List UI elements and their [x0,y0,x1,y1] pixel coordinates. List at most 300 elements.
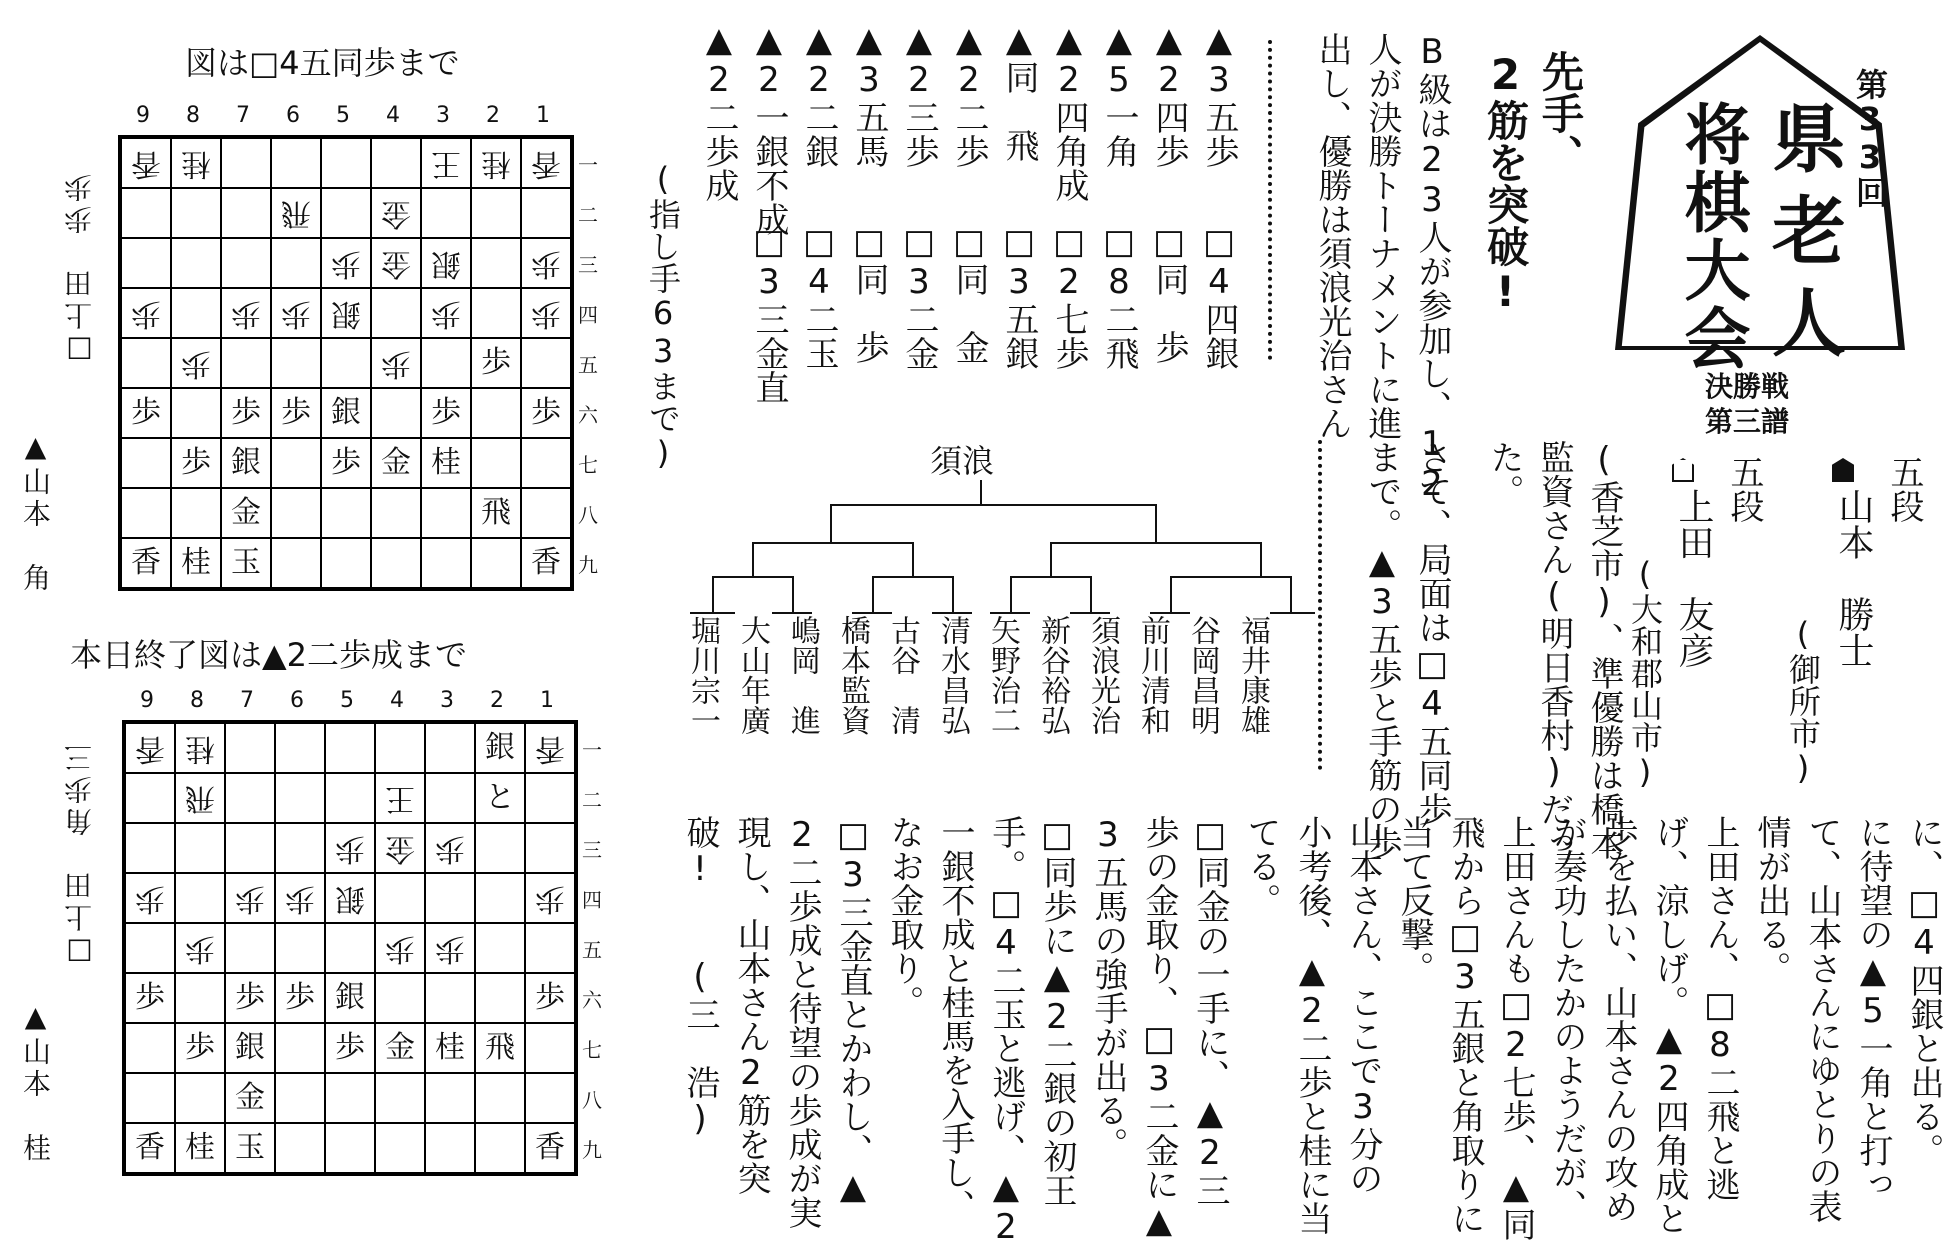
board-square [521,138,571,188]
row-number: 九 [578,552,598,577]
sente-piece: 金 [381,445,411,480]
column-number: 9 [136,103,150,128]
gote-piece: 歩 [531,296,561,331]
gote-piece: 金 [381,196,411,231]
sente-piece: 飛 [481,495,511,530]
board-square [371,388,421,438]
article-bottom-line: 歩の金取り、□3二金に▲ [1139,815,1179,1241]
sente-move: ▲3五歩 [1199,20,1239,168]
row-number: 三 [578,252,598,277]
gote-piece: 銀 [431,246,461,281]
board-square [125,823,175,873]
board-square [125,1023,175,1073]
board-square [121,538,171,588]
board-square [271,238,321,288]
board-square [321,388,371,438]
article-bottom-line: 手。□4二玉と逃げ、▲2 [986,815,1026,1247]
board-square [321,238,371,288]
sente-piece: 歩 [285,980,315,1015]
board-square [375,973,425,1023]
board-square [275,1023,325,1073]
gote-piece: 金 [385,831,415,866]
gote-city: (大和郡山市) [1626,555,1664,791]
board-square [271,188,321,238]
article-mid-line-4: さて、局面は□4五同歩 [1412,440,1452,826]
sente-piece: 銀 [331,395,361,430]
article-bottom-line: が奏功したかのようだが、 [1547,815,1587,1223]
board-square [525,873,575,923]
board-square [371,138,421,188]
board-square [375,1023,425,1073]
article-bottom-line: 小考後、▲2二歩と桂に当 [1292,815,1332,1235]
board-square [325,1123,375,1173]
sente-piece: と [485,780,515,815]
board-square [171,538,221,588]
board-square [425,773,475,823]
moves-note: (指し手63まで) [644,160,682,472]
board-square [421,188,471,238]
sente-move: ▲2四角成 [1049,20,1089,202]
board-square [325,973,375,1023]
bracket-player-name: 前川清和 [1135,615,1170,735]
board-square [125,773,175,823]
gote-mark-icon [1672,458,1694,482]
gote-piece: 歩 [285,881,315,916]
sente-mark-icon [1832,458,1854,482]
gote-piece: 金 [381,246,411,281]
board-square [271,488,321,538]
board-square [275,873,325,923]
sente-piece: 歩 [185,1030,215,1065]
article-bottom-line: に、□4四銀と出る。 [1904,815,1944,1167]
board-square [425,923,475,973]
board-square [471,438,521,488]
article-bottom-line: に待望の▲5一角と打っ [1853,815,1893,1201]
row-number: 七 [582,1037,602,1062]
gote-piece: 香 [135,731,165,766]
board2-gote-hand: □上田 角歩三 [63,740,96,969]
board-square [521,538,571,588]
bracket-player-name: 堀川宗一 [685,615,720,735]
board-square [475,873,525,923]
board-square [425,973,475,1023]
gote-piece: 歩 [185,931,215,966]
board-square [321,288,371,338]
board-square [171,438,221,488]
board-square [471,388,521,438]
row-number: 三 [582,837,602,862]
sente-piece: 歩 [481,345,511,380]
board-square [225,1023,275,1073]
gote-piece: 歩 [531,246,561,281]
board-square [271,388,321,438]
board-square [371,238,421,288]
row-number: 七 [578,452,598,477]
board-square [125,923,175,973]
gote-move: □同 金 [949,222,989,364]
board-square [471,288,521,338]
board1-column-numbers [118,103,568,128]
board-square [325,873,375,923]
sente-piece: 金 [385,1030,415,1065]
sente-piece: 金 [231,495,261,530]
sente-piece: 玉 [231,545,261,580]
sente-piece: 桂 [185,1130,215,1165]
gote-move: □3二金 [899,222,939,370]
sente-piece: 銀 [231,445,261,480]
gote-piece: 歩 [131,296,161,331]
sente-piece: 飛 [485,1030,515,1065]
board-square [275,973,325,1023]
sente-piece: 歩 [331,445,361,480]
gote-piece: 歩 [385,931,415,966]
sente-move: ▲2三歩 [899,20,939,168]
column-number: 9 [140,688,154,713]
board-square [525,1123,575,1173]
board-square [125,723,175,773]
column-number: 2 [490,688,504,713]
column-number: 1 [540,688,554,713]
board-square [521,438,571,488]
board-square [475,723,525,773]
gote-piece: 飛 [281,196,311,231]
sente-piece: 銀 [485,730,515,765]
board1-grid [118,135,574,591]
board-square [321,488,371,538]
gote-piece: 歩 [331,246,361,281]
column-number: 3 [436,103,450,128]
board-square [475,1123,525,1173]
board-square [471,538,521,588]
sente-piece: 桂 [435,1030,465,1065]
board-square [421,288,471,338]
article-bottom-line: なお金取り。 [884,815,924,1019]
board-square [221,538,271,588]
board-square [171,338,221,388]
board-square [475,973,525,1023]
row-number: 六 [578,402,598,427]
board-square [221,188,271,238]
gote-move: □同 歩 [849,222,889,364]
board-square [171,388,221,438]
sente-piece: 歩 [135,980,165,1015]
sente-piece: 金 [235,1080,265,1115]
bracket-player-name: 矢野治二 [985,615,1020,735]
column-number: 7 [240,688,254,713]
board-square [125,1073,175,1123]
board-square [275,723,325,773]
sente-piece: 歩 [181,445,211,480]
gote-move: □4二玉 [799,222,839,370]
sente-piece: 歩 [231,395,261,430]
board-square [275,923,325,973]
article-mid-line-5: まで。▲3五歩と手筋の歩 [1362,440,1402,860]
column-number: 8 [190,688,204,713]
board-square [471,488,521,538]
gote-piece: 桂 [181,146,211,181]
board-square [121,488,171,538]
board-square [525,1023,575,1073]
board-square [325,773,375,823]
sente-piece: 歩 [535,980,565,1015]
board-square [121,388,171,438]
board-square [221,288,271,338]
gote-piece: 香 [535,731,565,766]
board-square [425,723,475,773]
column-number: 6 [290,688,304,713]
bracket-player-name: 古谷 清 [885,615,920,735]
column-number: 8 [186,103,200,128]
row-number: 八 [578,502,598,527]
sente-move: ▲2二歩 [949,20,989,168]
sente-piece: 歩 [531,395,561,430]
article-bottom-line: 一銀不成と桂馬を入手し、 [935,815,975,1223]
article-top-line-1: B級は23人が参加し、12 [1412,32,1452,504]
board-square [225,823,275,873]
article-bottom-line: てる。 [1241,815,1281,917]
board-square [225,773,275,823]
gote-move: □8二飛 [1099,222,1139,370]
column-number: 3 [440,688,454,713]
board2-row-numbers [582,723,602,1173]
board-square [375,873,425,923]
gote-piece: 王 [431,146,461,181]
board-square [475,1023,525,1073]
article-bottom-line: □3三金直とかわし、▲ [833,815,873,1207]
row-number: 八 [582,1087,602,1112]
board-square [175,773,225,823]
board-square [321,188,371,238]
gote-piece: 桂 [481,146,511,181]
sente-move: ▲2一銀不成 [749,20,789,236]
board-square [375,1123,425,1173]
board-square [121,438,171,488]
board-square [421,488,471,538]
board-square [375,773,425,823]
sente-piece: 歩 [281,395,311,430]
bracket-player-name: 福井康雄 [1235,615,1270,735]
board-square [321,138,371,188]
sente-piece: 銀 [235,1030,265,1065]
board-square [271,138,321,188]
column-number: 1 [536,103,550,128]
gote-piece: 歩 [235,881,265,916]
row-number: 九 [582,1137,602,1162]
sente-piece: 香 [531,545,561,580]
article-top-line-2: 人が決勝トーナメントに進 [1362,32,1402,440]
row-number: 四 [578,302,598,327]
board-square [275,1073,325,1123]
column-number: 4 [386,103,400,128]
row-number: 六 [582,987,602,1012]
board-square [321,338,371,388]
article-bottom-line: 歩を払い、山本さんの攻め [1598,815,1638,1223]
board-square [171,138,221,188]
article-bottom-line: 2二歩成と待望の歩成が実 [782,815,822,1229]
board-square [425,873,475,923]
board-square [525,973,575,1023]
article-mid-line-3: た。 [1484,440,1524,508]
bracket-player-name: 大山年廣 [735,615,770,735]
board-square [471,188,521,238]
board-square [225,973,275,1023]
board-square [325,723,375,773]
board-square [225,723,275,773]
bracket-player-name: 嶋岡 進 [785,615,820,735]
board1-caption: 図は□4五同歩まで [185,44,460,82]
bracket-winner: 須浪 [930,442,995,480]
sente-piece: 玉 [235,1130,265,1165]
board-square [425,1023,475,1073]
article-top-line-3: 出し、優勝は須浪光治さん [1312,32,1352,440]
gote-piece: 桂 [185,731,215,766]
sente-rank: 五段 [1884,455,1924,523]
column-number: 2 [486,103,500,128]
board-square [425,1123,475,1173]
board-square [521,388,571,438]
board-square [371,188,421,238]
sente-piece: 歩 [131,395,161,430]
board-square [421,138,471,188]
dotted-divider-top [1268,40,1272,360]
title-col-2: 将棋大会 [1673,100,1751,372]
board-square [275,1123,325,1173]
board-square [475,823,525,873]
row-number: 一 [582,737,602,762]
board-square [221,438,271,488]
article-bottom-line: 破! (三 浩) [680,815,720,1139]
board-square [525,823,575,873]
board-square [325,823,375,873]
board1-sente-hand: ▲山本 角 [19,430,52,595]
gote-piece: 歩 [435,831,465,866]
sente-move: ▲同 飛 [999,20,1039,162]
board-square [525,1073,575,1123]
board-square [521,338,571,388]
board-square [321,538,371,588]
board-square [175,723,225,773]
board-square [171,288,221,338]
row-number: 一 [578,152,598,177]
board-square [525,773,575,823]
gote-move: □4四銀 [1199,222,1239,370]
gote-piece: 香 [531,146,561,181]
board-square [471,338,521,388]
board-square [271,538,321,588]
sente-move: ▲2二銀 [799,20,839,168]
sente-piece: 歩 [235,980,265,1015]
board2-sente-hand: ▲山本 桂 [19,1000,52,1165]
board-square [521,488,571,538]
gote-piece: 香 [131,146,161,181]
dotted-divider-mid [1318,440,1322,770]
board-square [475,923,525,973]
board-square [425,1073,475,1123]
board-square [375,1073,425,1123]
article-bottom-line: 山本さん、ここで3分の [1343,815,1383,1195]
board-square [175,1123,225,1173]
column-number: 5 [340,688,354,713]
sente-piece: 桂 [431,445,461,480]
board-square [121,338,171,388]
gote-move: □3三金直 [749,222,789,404]
gote-piece: 歩 [231,296,261,331]
board-square [521,188,571,238]
bracket-player-name: 清水昌弘 [935,615,970,735]
gote-piece: 歩 [435,931,465,966]
gote-piece: 銀 [335,881,365,916]
board-square [171,188,221,238]
article-mid-line-1: (香芝市)、準優勝は橋本 [1584,440,1624,860]
board-square [375,923,425,973]
article-bottom-line: □同歩に▲2二銀の初王 [1037,815,1077,1207]
board-square [325,923,375,973]
board-square [121,188,171,238]
board-square [421,338,471,388]
board1-row-numbers [578,138,598,588]
gote-rank: 五段 [1724,455,1764,523]
gote-piece: 歩 [181,346,211,381]
board-square [475,1073,525,1123]
board-square [271,288,321,338]
board-square [175,973,225,1023]
row-number: 二 [578,202,598,227]
board-square [175,873,225,923]
board-square [371,288,421,338]
board-square [471,138,521,188]
board-square [171,488,221,538]
sente-piece: 香 [131,545,161,580]
board2-column-numbers [122,688,572,713]
board-square [521,288,571,338]
column-number: 5 [336,103,350,128]
article-bottom-line: 3五馬の強手が出る。 [1088,815,1128,1161]
board-square [325,1023,375,1073]
board-square [421,388,471,438]
gote-move: □3五銀 [999,222,1039,370]
gote-piece: 王 [385,781,415,816]
board-square [175,1073,225,1123]
gote-move: □同 歩 [1149,222,1189,364]
article-mid-line-2: 監資さん(明日香村)だっ [1534,440,1574,860]
board-square [225,873,275,923]
gote-piece: 歩 [335,831,365,866]
bracket-player-name: 新谷裕弘 [1035,615,1070,735]
board-square [471,238,521,288]
board-square [271,438,321,488]
board-square [175,923,225,973]
board-square [121,288,171,338]
board-square [275,823,325,873]
edition-label: 第33回 [1851,68,1889,208]
sente-piece: 銀 [335,980,365,1015]
board-square [171,238,221,288]
kifu-label: 第三譜 [1705,405,1790,438]
gote-piece: 歩 [135,881,165,916]
sente-piece: 香 [135,1130,165,1165]
board-square [121,138,171,188]
article-bottom-line: 上田さんも□2七歩、▲同 [1496,815,1536,1241]
board-square [175,1023,225,1073]
sente-piece: 桂 [181,545,211,580]
column-number: 4 [390,688,404,713]
headline-line-1: 先手、 [1536,50,1585,176]
board2-grid [122,720,578,1176]
board-square [125,873,175,923]
article-bottom-line: □同金の一手に、▲2三 [1190,815,1230,1207]
board-square [375,723,425,773]
sente-piece: 歩 [431,395,461,430]
